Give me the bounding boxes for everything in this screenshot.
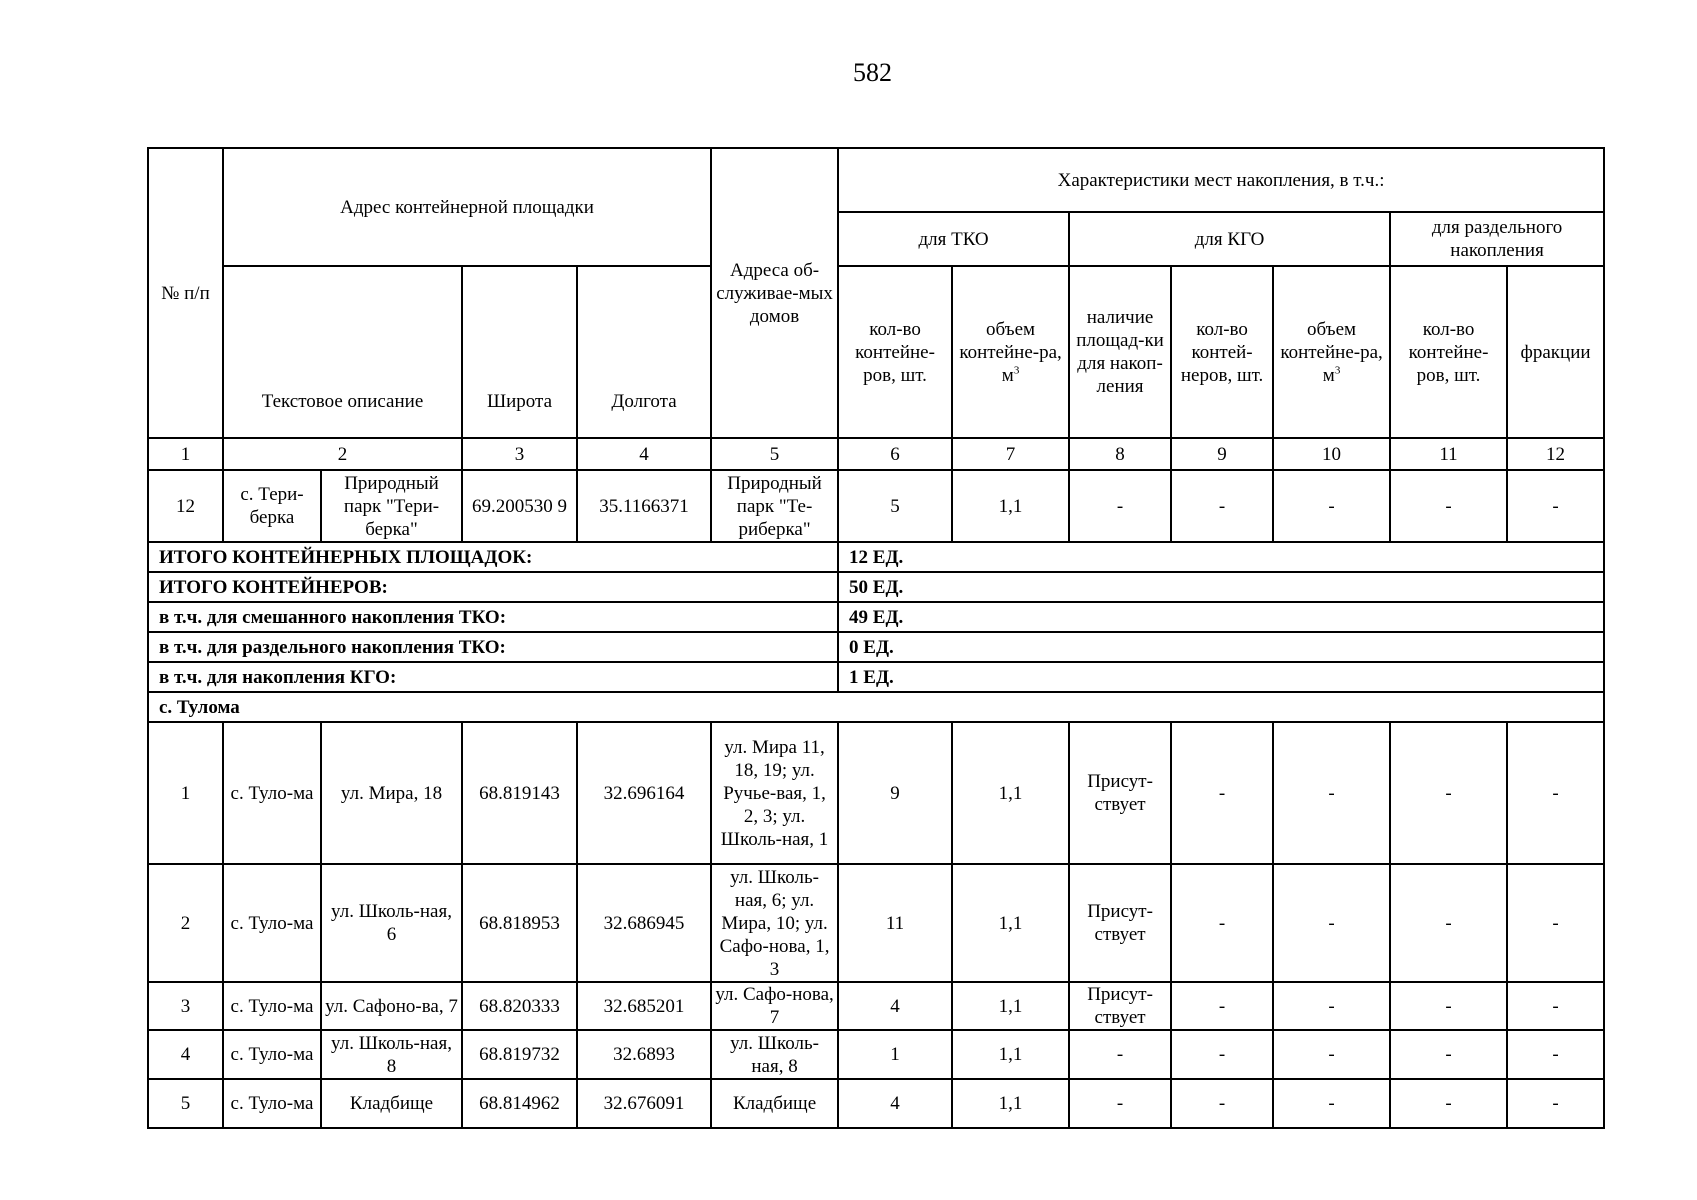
table-row xyxy=(148,722,1604,864)
header-kgo-place: наличие площад-ки для накоп-ления xyxy=(1069,266,1171,438)
cell-kgo-place: Присут-ствует xyxy=(1069,722,1171,864)
cell-kgo-volume: - xyxy=(1273,864,1390,982)
cell-sep-count: - xyxy=(1390,864,1507,982)
header-tko: для ТКО xyxy=(838,212,1069,266)
cell-sep-count: - xyxy=(1390,470,1507,542)
cell-lat: 68.819732 xyxy=(462,1030,577,1079)
column-numbers-row xyxy=(148,438,1604,470)
summary-value: 1 ЕД. xyxy=(838,662,1604,692)
header-lon: Долгота xyxy=(577,266,711,438)
cell-sep-fraction: - xyxy=(1507,982,1604,1030)
cell-kgo-place: Присут-ствует xyxy=(1069,864,1171,982)
cell-settlement: с. Туло-ма xyxy=(223,1030,321,1079)
cell-tko-count: 5 xyxy=(838,470,952,542)
cell-place: ул. Школь-ная, 8 xyxy=(321,1030,462,1079)
cell-tko-count: 4 xyxy=(838,982,952,1030)
cell-settlement: с. Туло-ма xyxy=(223,982,321,1030)
summary-value: 49 ЕД. xyxy=(838,602,1604,632)
summary-label: в т.ч. для раздельного накопления ТКО: xyxy=(148,632,838,662)
cell-settlement: с. Туло-ма xyxy=(223,1079,321,1128)
container-sites-table xyxy=(147,147,1605,1129)
cell-lat: 68.814962 xyxy=(462,1079,577,1128)
col-number: 11 xyxy=(1390,438,1507,470)
cell-sep-count: - xyxy=(1390,982,1507,1030)
cell-lon: 32.686945 xyxy=(577,864,711,982)
summary-label: ИТОГО КОНТЕЙНЕРНЫХ ПЛОЩАДОК: xyxy=(148,542,838,572)
col-number: 7 xyxy=(952,438,1069,470)
cell-tko-volume: 1,1 xyxy=(952,722,1069,864)
cell-num: 1 xyxy=(148,722,223,864)
header-text-desc: Текстовое описание xyxy=(223,266,462,438)
cell-lon: 32.685201 xyxy=(577,982,711,1030)
cell-tko-volume: 1,1 xyxy=(952,982,1069,1030)
header-kgo-volume: объем контейне-ра, $м^3$ xyxy=(1273,266,1390,438)
cell-served: ул. Сафо-нова, 7 xyxy=(711,982,838,1030)
col-number: 2 xyxy=(223,438,462,470)
cell-sep-count: - xyxy=(1390,1030,1507,1079)
cell-tko-volume: 1,1 xyxy=(952,864,1069,982)
col-number: 9 xyxy=(1171,438,1273,470)
cell-kgo-count: - xyxy=(1171,1030,1273,1079)
cell-tko-volume: 1,1 xyxy=(952,1079,1069,1128)
cell-lat: 68.819143 xyxy=(462,722,577,864)
cell-sep-fraction: - xyxy=(1507,864,1604,982)
cell-kgo-count: - xyxy=(1171,864,1273,982)
col-number: 8 xyxy=(1069,438,1171,470)
cell-place: Кладбище xyxy=(321,1079,462,1128)
cell-served: ул. Мира 11, 18, 19; ул. Ручье-вая, 1, 2, 3; ул. Школь-ная, 1 xyxy=(711,722,838,864)
header-tko-count: кол-во контейне-ров, шт. xyxy=(838,266,952,438)
col-number: 10 xyxy=(1273,438,1390,470)
cell-settlement: с. Тери-берка xyxy=(223,470,321,542)
col-number: 5 xyxy=(711,438,838,470)
cell-kgo-place: - xyxy=(1069,470,1171,542)
cell-kgo-place: Присут-ствует xyxy=(1069,982,1171,1030)
header-served: Адреса об-служивае-мых домов xyxy=(711,148,838,438)
header-num: № п/п xyxy=(148,148,223,438)
cell-served: Природный парк "Те-риберка" xyxy=(711,470,838,542)
table-row xyxy=(148,1030,1604,1079)
col-number: 6 xyxy=(838,438,952,470)
cell-lon: 32.6893 xyxy=(577,1030,711,1079)
summary-label: в т.ч. для смешанного накопления ТКО: xyxy=(148,602,838,632)
summary-label: в т.ч. для накопления КГО: xyxy=(148,662,838,692)
cell-kgo-volume: - xyxy=(1273,1030,1390,1079)
summary-value: 12 ЕД. xyxy=(838,542,1604,572)
summary-value: 0 ЕД. xyxy=(838,632,1604,662)
summary-row xyxy=(148,632,1604,662)
section-title: с. Тулома xyxy=(148,692,1604,722)
summary-row xyxy=(148,542,1604,572)
summary-row xyxy=(148,602,1604,632)
cell-lat: 69.200530 9 xyxy=(462,470,577,542)
cell-tko-count: 9 xyxy=(838,722,952,864)
cell-lon: 35.1166371 xyxy=(577,470,711,542)
table-row xyxy=(148,864,1604,982)
page-number: 582 xyxy=(853,58,892,87)
header-address: Адрес контейнерной площадки xyxy=(223,148,711,266)
header-lat: Широта xyxy=(462,266,577,438)
cell-num: 12 xyxy=(148,470,223,542)
cell-num: 5 xyxy=(148,1079,223,1128)
cell-num: 2 xyxy=(148,864,223,982)
cell-tko-count: 11 xyxy=(838,864,952,982)
cell-settlement: с. Туло-ма xyxy=(223,722,321,864)
summary-label: ИТОГО КОНТЕЙНЕРОВ: xyxy=(148,572,838,602)
cell-place: Природный парк "Тери-берка" xyxy=(321,470,462,542)
cell-tko-volume: 1,1 xyxy=(952,1030,1069,1079)
cell-sep-fraction: - xyxy=(1507,470,1604,542)
col-number: 4 xyxy=(577,438,711,470)
col-number: 12 xyxy=(1507,438,1604,470)
cell-served: ул. Школь-ная, 8 xyxy=(711,1030,838,1079)
header-sep-count: кол-во контейне-ров, шт. xyxy=(1390,266,1507,438)
cell-settlement: с. Туло-ма xyxy=(223,864,321,982)
cell-tko-volume: 1,1 xyxy=(952,470,1069,542)
cell-kgo-count: - xyxy=(1171,1079,1273,1128)
cell-kgo-volume: - xyxy=(1273,470,1390,542)
col-number: 1 xyxy=(148,438,223,470)
summary-row xyxy=(148,662,1604,692)
cell-kgo-count: - xyxy=(1171,722,1273,864)
cell-sep-fraction: - xyxy=(1507,1079,1604,1128)
summary-row xyxy=(148,572,1604,602)
cell-num: 4 xyxy=(148,1030,223,1079)
cell-served: ул. Школь-ная, 6; ул. Мира, 10; ул. Сафо-нова, 1, 3 xyxy=(711,864,838,982)
summary-value: 50 ЕД. xyxy=(838,572,1604,602)
cell-sep-fraction: - xyxy=(1507,722,1604,864)
cell-tko-count: 4 xyxy=(838,1079,952,1128)
cell-place: ул. Мира, 18 xyxy=(321,722,462,864)
cell-num: 3 xyxy=(148,982,223,1030)
table-row xyxy=(148,982,1604,1030)
header-sep-fraction: фракции xyxy=(1507,266,1604,438)
table-row xyxy=(148,470,1604,542)
cell-sep-fraction: - xyxy=(1507,1030,1604,1079)
cell-lat: 68.820333 xyxy=(462,982,577,1030)
header-tko-volume: объем контейне-ра, $м^3$ xyxy=(952,266,1069,438)
cell-lat: 68.818953 xyxy=(462,864,577,982)
header-kgo: для КГО xyxy=(1069,212,1390,266)
cell-kgo-volume: - xyxy=(1273,1079,1390,1128)
cell-kgo-place: - xyxy=(1069,1030,1171,1079)
cell-served: Кладбище xyxy=(711,1079,838,1128)
cell-lon: 32.696164 xyxy=(577,722,711,864)
cell-kgo-count: - xyxy=(1171,470,1273,542)
cell-sep-count: - xyxy=(1390,722,1507,864)
header-kgo-count: кол-во контей-неров, шт. xyxy=(1171,266,1273,438)
cell-lon: 32.676091 xyxy=(577,1079,711,1128)
header-characteristics: Характеристики мест накопления, в т.ч.: xyxy=(838,148,1604,212)
cell-tko-count: 1 xyxy=(838,1030,952,1079)
section-row xyxy=(148,692,1604,722)
cell-kgo-volume: - xyxy=(1273,722,1390,864)
cell-kgo-volume: - xyxy=(1273,982,1390,1030)
cell-kgo-place: - xyxy=(1069,1079,1171,1128)
cell-place: ул. Сафоно-ва, 7 xyxy=(321,982,462,1030)
col-number: 3 xyxy=(462,438,577,470)
header-separate: для раздельного накопления xyxy=(1390,212,1604,266)
cell-kgo-count: - xyxy=(1171,982,1273,1030)
cell-place: ул. Школь-ная, 6 xyxy=(321,864,462,982)
cell-sep-count: - xyxy=(1390,1079,1507,1128)
table-row xyxy=(148,1079,1604,1128)
